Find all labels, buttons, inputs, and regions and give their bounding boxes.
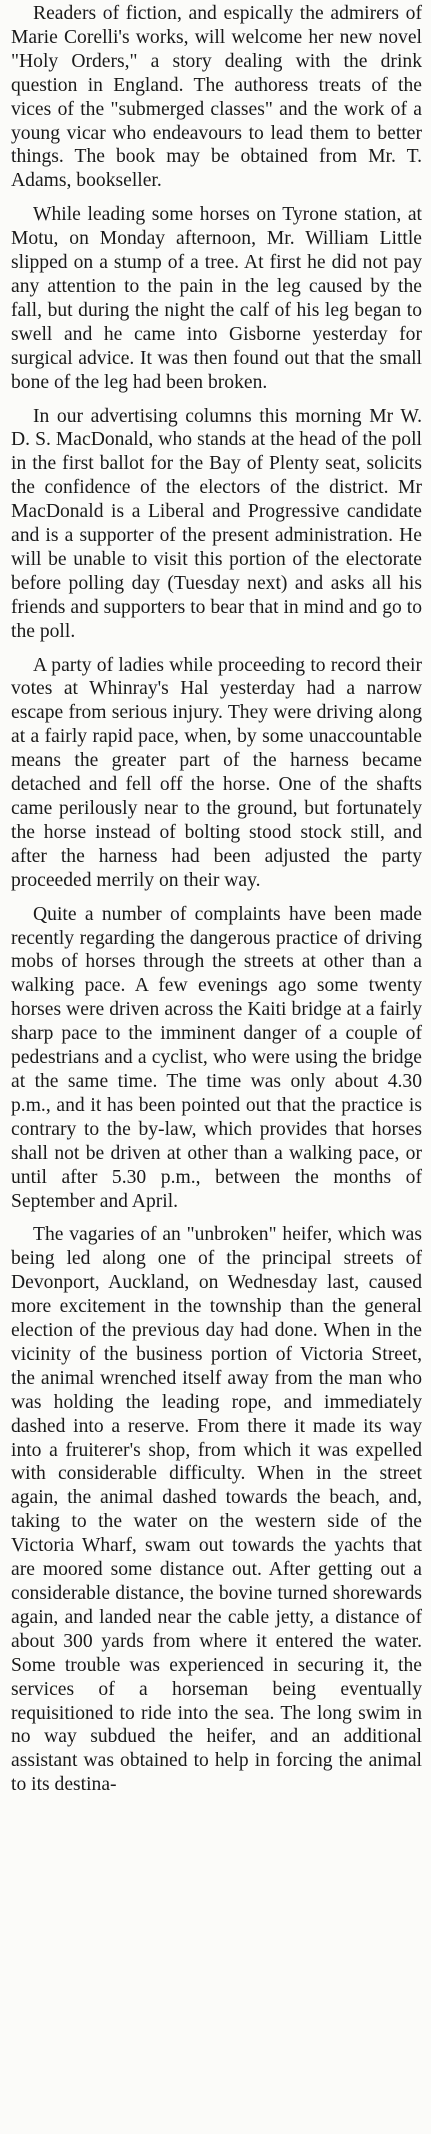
paragraph-unbroken-heifer: The vagaries of an "unbroken" heifer, which was being led along one of the principal streets of Devonport, Auckland, on Wednesday last, caused more excitement in the township than the general election of the previous day had done. When in the vicinity of the business portion of Victoria Street, the animal wrenched itself away from the man who was holding the leading rope, and immediately dashed into a reserve. From there it made its way into a fruiterer's shop, from which it was expelled with considerable difficulty. When in the street again, the animal dashed towards the beach, and, taking to the water on the western side of the Victoria Wharf, swam out towards the yachts that are moored some distance out. After getting out a considerable distance, the bovine turned shorewards again, and landed near the cable jetty, a distance of about 300 yards from where it entered the water. Some trouble was experienced in securing it, the services of a horseman being eventually requisitioned to ride into the sea. The long swim in no way subdued the heifer, and an additional assistant was obtained to help in forcing the animal to its destina- (11, 1224, 422, 1796)
paragraph-tyrone-station-accident: While leading some horses on Tyrone station, at Motu, on Monday afternoon, Mr. William Little slipped on a stump of a tree. At first he did not pay any attention to the pain in the leg caused by the fall, but during the night the calf of his leg began to swell and he came into Gisborne yesterday for surgical advice. It was then found out that the small bone of the leg had been broken. (11, 204, 422, 393)
paragraph-macdonald-candidate: In our advertising columns this morning Mr W. D. S. MacDonald, who stands at the head of the poll in the first ballot for the Bay of Plenty seat, solicits the confidence of the electors of the district. Mr MacDonald is a Liberal and Progressive candidate and is a supporter of the present administration. He will be unable to visit this portion of the electorate before polling day (Tuesday next) and asks all his friends and supporters to bear that in mind and go to the poll. (11, 405, 422, 642)
paragraph-ladies-narrow-escape: A party of ladies while proceeding to record their votes at Whinray's Hal yesterday had a narrow escape from serious injury. They were driving along at a fairly rapid pace, when, by some unaccountable means the greater part of the harness became detached and fell off the horse. One of the shafts came perilously near to the ground, but fortunately the horse instead of bolting stood stock still, and after the harness had been adjusted the party proceeded merrily on their way. (11, 654, 422, 891)
paragraph-corelli-novel: Readers of fiction, and espically the admirers of Marie Corelli's works, will welcome her new novel "Holy Orders," a story dealing with the drink question in England. The authoress treats of the vices of the "submerged classes" and the work of a young vicar who endeavours to lead them to better things. The book may be obtained from Mr. T. Adams, bookseller. (11, 3, 422, 192)
paragraph-driving-horses-complaints: Quite a number of complaints have been made recently regarding the dangerous practice of driving mobs of horses through the streets at other than a walking pace. A few evenings ago some twenty horses were driven across the Kaiti bridge at a fairly sharp pace to the imminent danger of a couple of pedestrians and a cyclist, who were using the bridge at the same time. The time was only about 4.30 p.m., and it has been pointed out that the practice is contrary to the by-law, which provides that horses shall not be driven at other than a walking pace, or until after 5.30 p.m., between the months of September and April. (11, 903, 422, 1212)
